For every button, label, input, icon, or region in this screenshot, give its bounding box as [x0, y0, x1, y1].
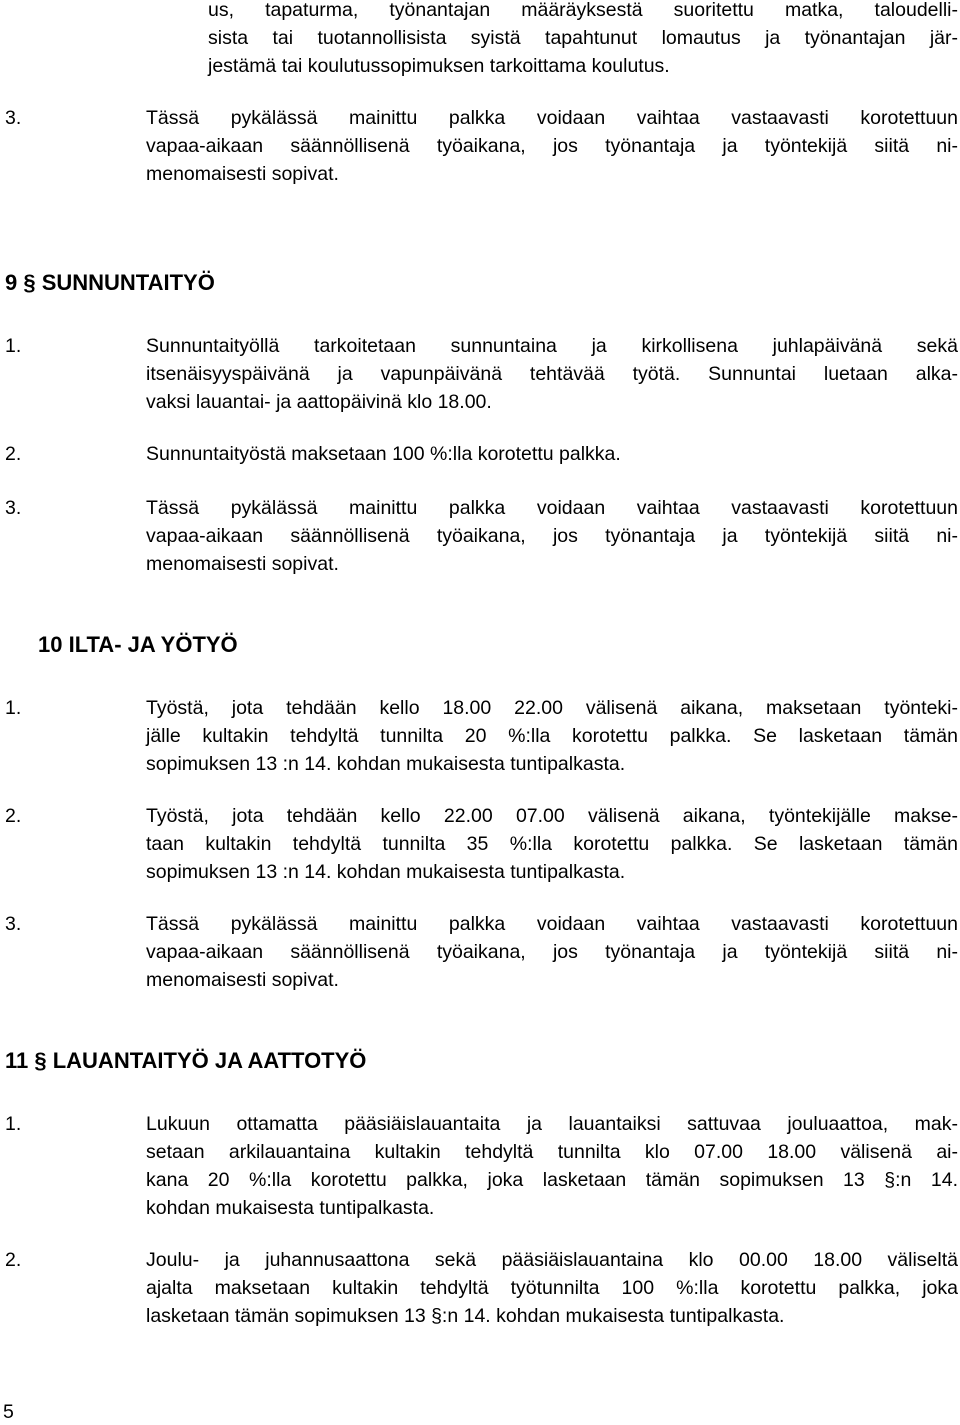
- paragraph-line: Tässä pykälässä mainittu palkka voidaan vaihtaa vastaavasti korotettuun: [146, 913, 958, 935]
- item-number: 1.: [5, 1113, 22, 1135]
- paragraph-line: menomaisesti sopivat.: [146, 163, 339, 185]
- section-heading: 11 § LAUANTAITYÖ JA AATTOTYÖ: [5, 1048, 367, 1073]
- paragraph-line: jestämä tai koulutussopimuksen tarkoittama koulutus.: [208, 55, 670, 77]
- paragraph-line: Työstä, jota tehdään kello 22.00 07.00 välisenä aikana, työntekijälle makse-: [146, 805, 958, 827]
- paragraph-line: Joulu- ja juhannusaattona sekä pääsiäislauantaina klo 00.00 18.00 väliseltä: [146, 1249, 958, 1271]
- paragraph-line: sopimuksen 13 :n 14. kohdan mukaisesta tuntipalkasta.: [146, 861, 626, 883]
- item-number: 2.: [5, 443, 22, 465]
- paragraph-line: vapaa-aikaan säännöllisenä työaikana, jos työnantaja ja työntekijä siitä ni-: [146, 135, 958, 157]
- paragraph-line: Sunnuntaityöstä maksetaan 100 %:lla korotettu palkka.: [146, 443, 621, 465]
- paragraph-line: menomaisesti sopivat.: [146, 553, 339, 575]
- item-number: 2.: [5, 805, 22, 827]
- paragraph-line: itsenäisyyspäivänä ja vapunpäivänä tehtävää työtä. Sunnuntai luetaan alka-: [146, 363, 958, 385]
- paragraph-line: us, tapaturma, työnantajan määräyksestä suoritettu matka, taloudelli-: [208, 0, 958, 21]
- paragraph-line: taan kultakin tehdyltä tunnilta 35 %:lla korotettu palkka. Se lasketaan tämän: [146, 833, 958, 855]
- paragraph-line: Lukuun ottamatta pääsiäislauantaita ja lauantaiksi sattuvaa jouluaattoa, mak-: [146, 1113, 958, 1135]
- paragraph-line: vaksi lauantai- ja aattopäivinä klo 18.00.: [146, 391, 492, 413]
- paragraph-line: sista tai tuotannollisista syistä tapahtunut lomautus ja työnantajan jär-: [208, 27, 958, 49]
- section-heading: 9 § SUNNUNTAITYÖ: [5, 270, 215, 295]
- paragraph-line: vapaa-aikaan säännöllisenä työaikana, jos työnantaja ja työntekijä siitä ni-: [146, 941, 958, 963]
- paragraph-line: menomaisesti sopivat.: [146, 969, 339, 991]
- paragraph-line: setaan arkilauantaina kultakin tehdyltä tunnilta klo 07.00 18.00 välisenä ai-: [146, 1141, 958, 1163]
- paragraph-line: Työstä, jota tehdään kello 18.00 22.00 välisenä aikana, maksetaan työnteki-: [146, 697, 958, 719]
- item-number: 1.: [5, 335, 22, 357]
- paragraph-line: Tässä pykälässä mainittu palkka voidaan vaihtaa vastaavasti korotettuun: [146, 107, 958, 129]
- paragraph-line: kana 20 %:lla korotettu palkka, joka lasketaan tämän sopimuksen 13 §:n 14.: [146, 1169, 958, 1191]
- paragraph-line: kohdan mukaisesta tuntipalkasta.: [146, 1197, 435, 1219]
- paragraph-line: Tässä pykälässä mainittu palkka voidaan vaihtaa vastaavasti korotettuun: [146, 497, 958, 519]
- item-number: 3.: [5, 107, 22, 129]
- item-number: 2.: [5, 1249, 22, 1271]
- paragraph-line: ajalta maksetaan kultakin tehdyltä työtunnilta 100 %:lla korotettu palkka, joka: [146, 1277, 958, 1299]
- page-number: 5: [3, 1401, 14, 1423]
- paragraph-line: sopimuksen 13 :n 14. kohdan mukaisesta tuntipalkasta.: [146, 753, 626, 775]
- section-heading: 10 ILTA- JA YÖTYÖ: [38, 632, 238, 657]
- item-number: 3.: [5, 497, 22, 519]
- paragraph-line: lasketaan tämän sopimuksen 13 §:n 14. kohdan mukaisesta tuntipalkasta.: [146, 1305, 785, 1327]
- item-number: 1.: [5, 697, 22, 719]
- paragraph-line: Sunnuntaityöllä tarkoitetaan sunnuntaina ja kirkollisena juhlapäivänä sekä: [146, 335, 958, 357]
- paragraph-line: vapaa-aikaan säännöllisenä työaikana, jos työnantaja ja työntekijä siitä ni-: [146, 525, 958, 547]
- item-number: 3.: [5, 913, 22, 935]
- paragraph-line: jälle kultakin tehdyltä tunnilta 20 %:lla korotettu palkka. Se lasketaan tämän: [146, 725, 958, 747]
